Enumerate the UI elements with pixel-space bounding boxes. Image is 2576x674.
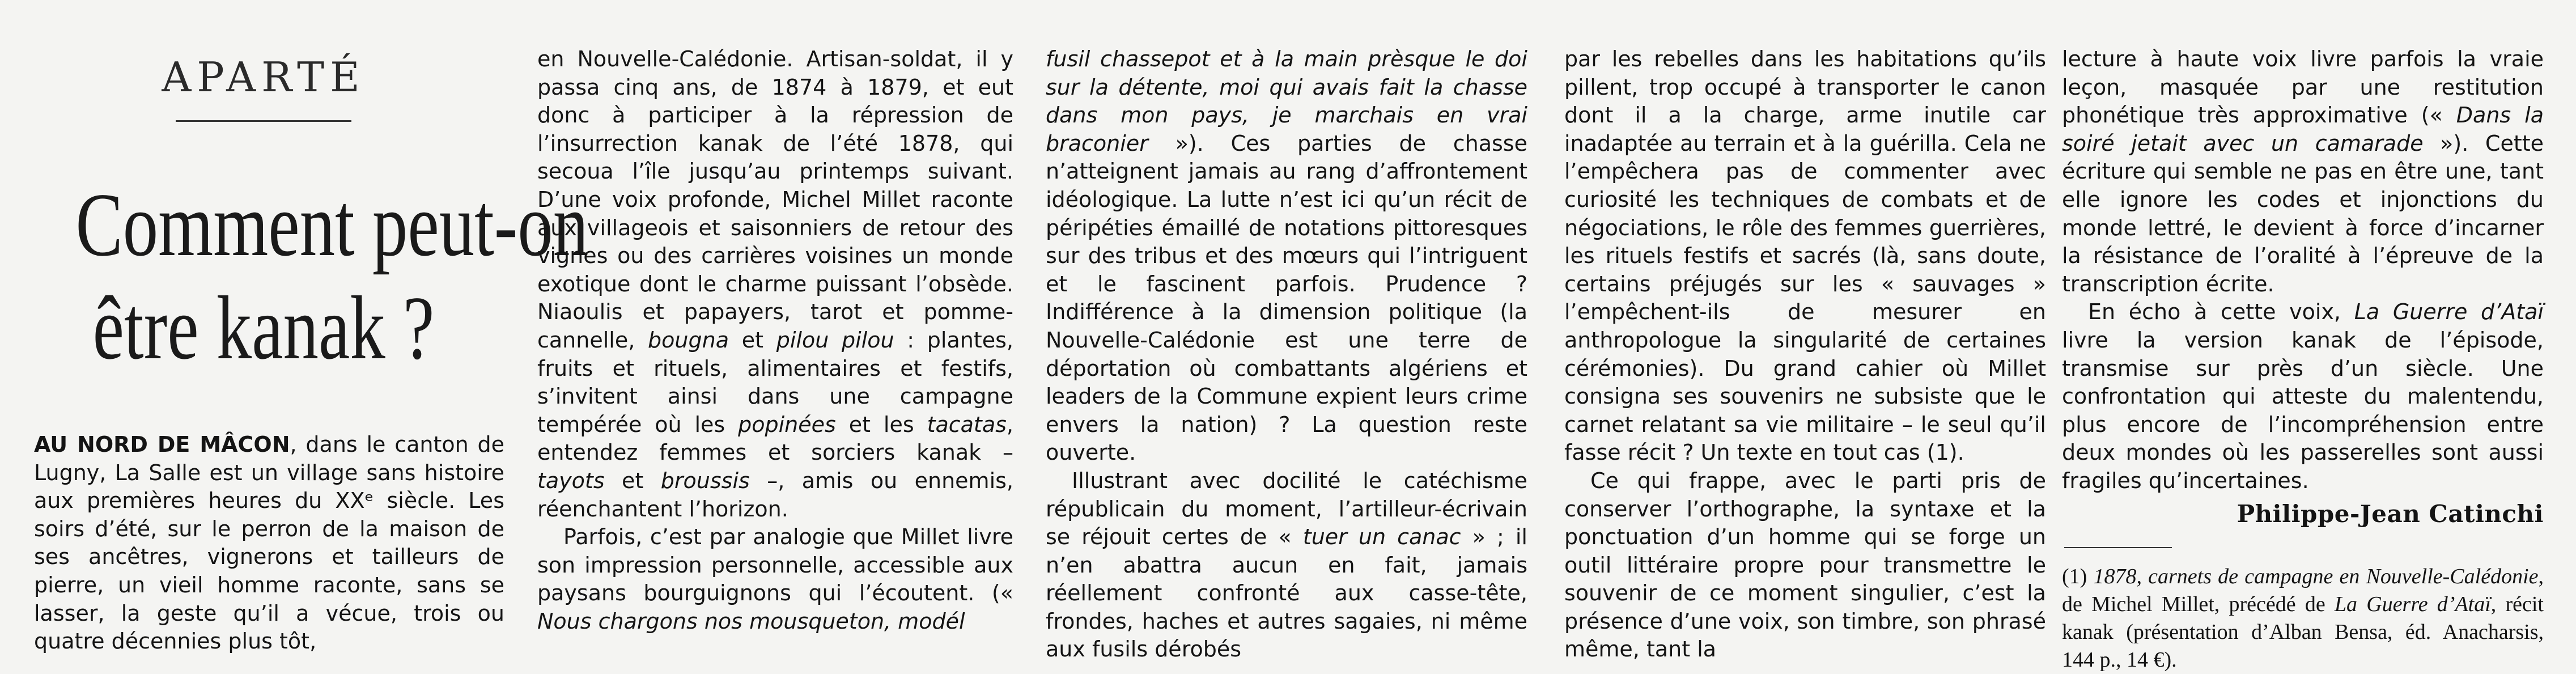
col3-paragraph-2: Illustrant avec docilité le catéchisme républicain du moment, l’artilleur-écrivain se réjouit certes de « tuer un canac » ; il n’en abattra aucun en fait, jamais réellement confronté aux casse-tête, frondes, haches et autres sagaies, ni même aux fusils dérobés <box>1046 468 1527 662</box>
intro-paragraph <box>34 431 504 656</box>
col2-paragraph-2: Parfois, c’est par analogie que Millet livre son impression personnelle, accessible aux paysans bourguignons qui l’écoutent. (« Nous chargons nos mousqueton, modél <box>537 524 1013 634</box>
col4-paragraph-2: Ce qui frappe, avec le parti pris de conserver l’orthographe, la syntaxe et la ponctuation d’un homme qui se forge un outil littéraire propre pour transmettre le souvenir de ce moment singulier, c’est la présence d’une voix, son timbre, son phrasé même, tant la <box>1564 468 2046 662</box>
headline <box>75 173 589 379</box>
section-kicker: APARTÉ <box>162 53 366 101</box>
column-3 <box>1046 45 1527 662</box>
headline-line-2: être kanak ? <box>92 277 435 378</box>
headline-line-1: Comment peut-on <box>75 174 589 275</box>
col5-paragraph-1: lecture à haute voix livre parfois la vraie leçon, masquée par une restitution phonétique très approximative (« Dans la soiré jetait avec un camarade »). Cette écriture qui semble ne pas en être une, tant elle ignore les codes et injonctions du monde lettré, le devient à force d’incarner la résistance de l’oralité à l’épreuve de la transcription écrite. <box>2062 46 2544 296</box>
column-2 <box>537 45 1013 646</box>
col2-paragraph-1: en Nouvelle-Calédonie. Artisan-soldat, il y passa cinq ans, de 1874 à 1879, et eut donc à participer à la répression de l’insurrection kanak de l’été 1878, qui secoua l’île jusqu’au printemps suivant. D’une voix profonde, Michel Millet raconte aux villageois et saisonniers de retour des vignes ou des carrières voisines un monde exotique dont le charme puissant l’obsède. Niaoulis et papayers, tarot et pomme-cannelle, bougna et pilou pilou : plantes, fruits et rituels, alimentaires et festifs, s’invitent ainsi dans une campagne tempérée où les popinées et les tacatas, entendez femmes et sorciers kanak – tayots et broussis –, amis ou ennemis, réenchantent l’horizon. <box>537 46 1014 522</box>
col4-paragraph-1: par les rebelles dans les habitations qu’ils pillent, trop occupé à transporter le canon dont il a la charge, arme inutile car inadaptée au terrain et à la guérilla. Cela ne l’empêchera pas de commenter avec curiosité les techniques de combats et de négociations, le rôle des femmes guerrières, les rituels festifs et sacrés (là, sans doute, certains préjugés sur les « sauvages » l’empêchent-ils de mesurer en anthropologue la singularité de certaines cérémonies). Du grand cahier où Millet consigna ses souvenirs ne subsiste que le carnet relatant sa vie militaire – le seul qu’il fasse récit ? Un texte en tout cas (1). <box>1564 46 2046 465</box>
column-5 <box>2062 45 2544 674</box>
column-4 <box>1564 45 2046 662</box>
author-signature: Philippe-Jean Catinchi <box>2237 499 2544 528</box>
footnote-rule <box>2064 547 2172 548</box>
title-block <box>23 22 589 379</box>
intro-text: , dans le canton de Lugny, La Salle est un village sans histoire aux premières heures du XXᵉ siècle. Les soirs d’été, sur le perron de la maison de ses ancêtres, vignerons et tailleurs de pierre, un vieil homme raconte, sans se lasser, la geste qu’il a vécue, trois ou quatre décennies plus tôt, <box>34 432 504 654</box>
kicker-rule <box>176 120 351 122</box>
intro-lead: AU NORD DE MÂCON <box>34 432 290 457</box>
footnote: (1) 1878, carnets de campagne en Nouvelle-Calédonie, de Michel Millet, précédé de La Guerre d’Ataï, récit kanak (présentation d’Alban Bensa, éd. Anacharsis, 144 p., 14 €). <box>2062 564 2544 672</box>
col5-paragraph-2: En écho à cette voix, La Guerre d’Ataï livre la version kanak de l’épisode, transmise sur près d’un siècle. Une confrontation qui atteste du malentendu, plus encore de l’incompréhension entre deux mondes où les passerelles sont aussi fragiles qu’incertaines. <box>2062 299 2544 493</box>
col3-paragraph-1: fusil chassepot et à la main prèsque le doi sur la détente, moi qui avais fait la chasse dans mon pays, je marchais en vrai braconier »). Ces parties de chasse n’atteignent jamais au rang d’affrontement idéologique. La lutte n’est ici qu’un récit de péripéties émaillé de notations pittoresques sur des tribus et des mœurs qui l’intriguent et le fascinent parfois. Prudence ? Indifférence à la dimension politique (la Nouvelle-Calédonie est une terre de déportation où combattants algériens et leaders de la Commune expient leurs crime envers la nation) ? La question reste ouverte. <box>1046 46 1527 465</box>
